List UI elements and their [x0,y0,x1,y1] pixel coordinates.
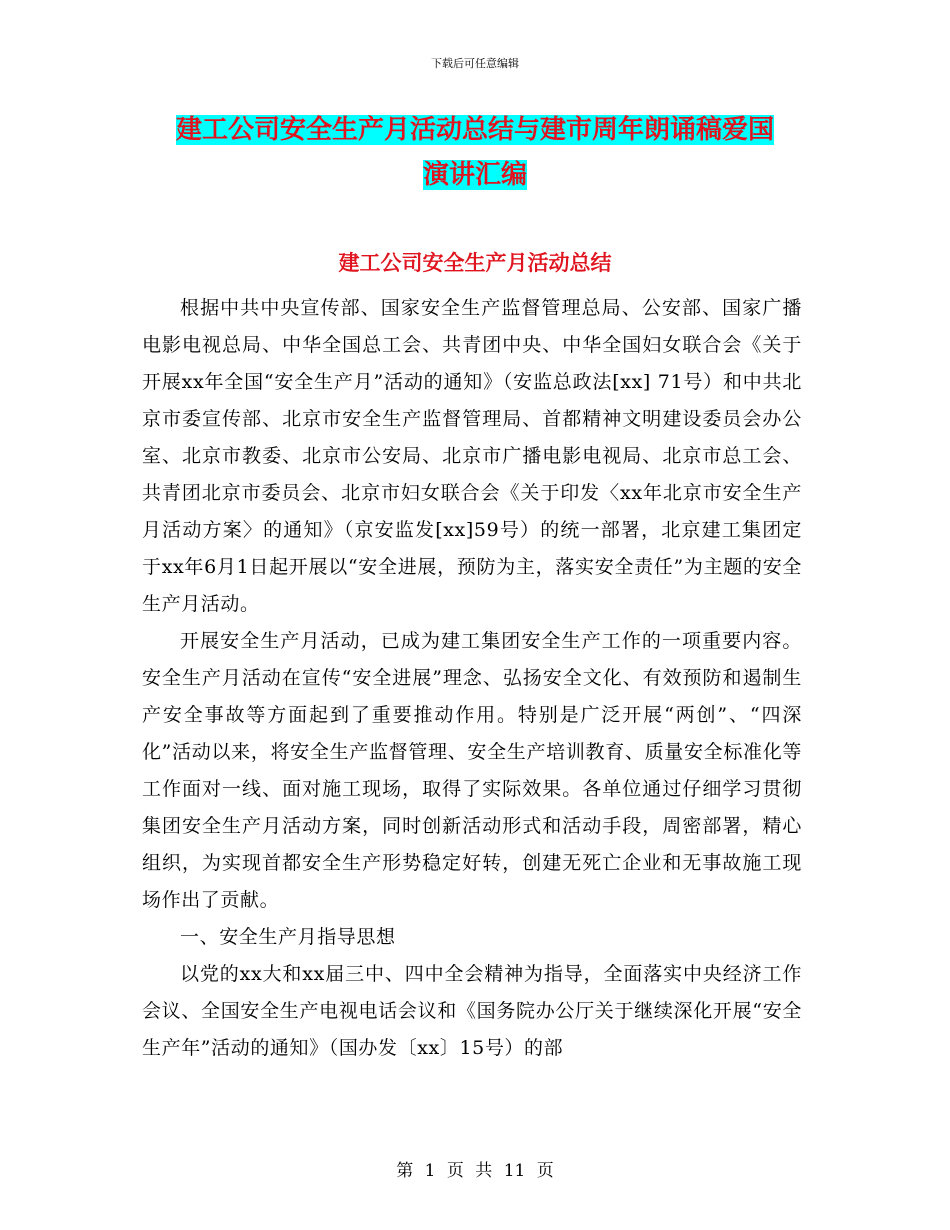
paragraph: 根据中共中央宣传部、国家安全生产监督管理总局、公安部、国家广播电影电视总局、中华全国总工会、共青团中央、中华全国妇女联合会《关于开展xx年全国“安全生产月”活动的通知》（安监总政法[xx] 71号）和中共北京市委宣传部、北京市安全生产监督管理局、首都精神文明建设委员会办公室、北京市教委、北京市公安局、北京市广播电影电视局、北京市总工会、共青团北京市委员会、北京市妇女联合会《关于印发〈xx年北京市安全生产月活动方案〉的通知》（京安监发[xx]59号）的统一部署，北京建工集团定于xx年6月1日起开展以“安全进展，预防为主，落实安全责任”为主题的安全生产月活动。 [142,297,802,615]
document-title-line2: 演讲汇编 [422,160,527,190]
document-body [142,290,802,1067]
page-footer: 第 1 页 共 11 页 [396,1161,554,1181]
section-title: 建工公司安全生产月活动总结 [338,251,612,275]
subheading: 一、安全生产月指导思想 [180,926,396,948]
document-title-line1: 建工公司安全生产月活动总结与建市周年朗诵稿爱国 [175,115,774,145]
header-note: 下载后可任意编辑 [431,57,519,70]
paragraph: 以党的xx大和xx届三中、四中全会精神为指导，全面落实中央经济工作会议、全国安全生产电视电话会议和《国务院办公厅关于继续深化开展“安全生产年”活动的通知》（国办发〔xx〕15号）的部 [142,963,802,1059]
paragraph: 开展安全生产月活动，已成为建工集团安全生产工作的一项重要内容。安全生产月活动在宣传“安全进展”理念、弘扬安全文化、有效预防和遏制生产安全事故等方面起到了重要推动作用。特别是广泛开展“两创”、“四深化”活动以来，将安全生产监督管理、安全生产培训教育、质量安全标准化等工作面对一线、面对施工现场，取得了实际效果。各单位通过仔细学习贯彻集团安全生产月活动方案，同时创新活动形式和活动手段，周密部署，精心组织，为实现首都安全生产形势稳定好转，创建无死亡企业和无事故施工现场作出了贡献。 [142,630,802,911]
document-title [140,108,810,198]
